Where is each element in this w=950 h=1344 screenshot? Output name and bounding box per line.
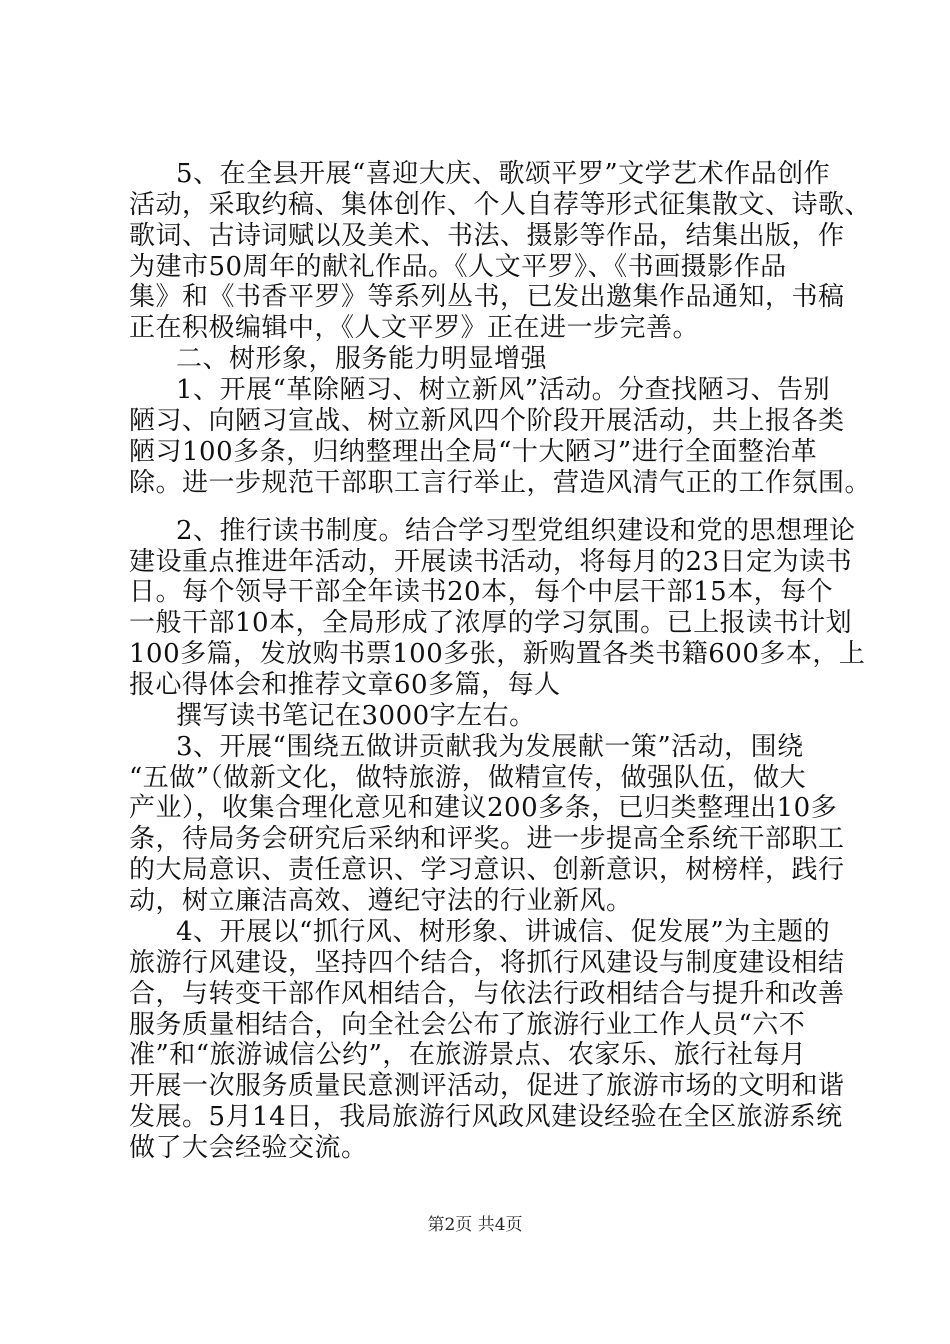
paragraph-line: 日。每个领导干部全年读书20本，每个中层干部15本，每个 [129,577,834,607]
paragraph-line: 5、在全县开展“喜迎大庆、歌颂平罗”文学艺术作品创作 [176,159,831,189]
paragraph-line: 报心得体会和推荐文章60多篇，每人 [129,670,561,700]
paragraph-line: 2、推行读书制度。结合学习型党组织建设和党的思想理论 [176,516,856,546]
paragraph-line: 为建市50周年的献礼作品。《人文平罗》、《书画摄影作品 [129,252,787,282]
paragraph-line: 服务质量相结合，向全社会公布了旅游行业工作人员“六不 [129,1010,806,1040]
paragraph-line: 开展一次服务质量民意测评活动，促进了旅游市场的文明和谐 [129,1071,845,1101]
paragraph-line: 发展。5月14日，我局旅游行风政风建设经验在全区旅游系统 [129,1102,843,1132]
paragraph-line: 做了大会经验交流。 [129,1133,368,1163]
section-heading: 二、树形象，服务能力明显增强 [176,344,548,374]
paragraph-line: 陋习、向陋习宣战、树立新风四个阶段开展活动，共上报各类 [129,406,845,436]
paragraph-line: 4、开展以“抓行风、树形象、讲诚信、促发展”为主题的 [176,917,831,947]
paragraph-line: 陋习100多条，归纳整理出全局“十大陋习”进行全面整治革 [129,437,818,467]
paragraph-line: 100多篇，发放购书票100多张，新购置各类书籍600多本，上 [129,639,866,669]
paragraph-line: 集》和《书香平罗》等系列丛书，已发出邀集作品通知，书稿 [129,282,845,312]
paragraph-line: “五做”（做新文化，做特旅游，做精宣传，做强队伍，做大 [129,763,807,793]
paragraph-line: 一般干部10本，全局形成了浓厚的学习氛围。已上报读书计划 [129,608,853,638]
paragraph-line: 建设重点推进年活动，开展读书活动，将每月的23日定为读书 [129,547,853,577]
paragraph-line: 合，与转变干部作风相结合，与依法行政相结合与提升和改善 [129,979,845,1009]
paragraph-line: 准”和“旅游诚信公约”，在旅游景点、农家乐、旅行社每月 [129,1040,807,1070]
page-footer: 第2页 共4页 [427,1215,523,1235]
paragraph-line: 3、开展“围绕五做讲贡献我为发展献一策”活动，围绕 [176,732,804,762]
paragraph-line: 旅游行风建设，坚持四个结合，将抓行风建设与制度建设相结 [129,948,845,978]
paragraph-line: 除。进一步规范干部职工言行举止，营造风清气正的工作氛围。 [129,468,872,498]
paragraph-line: 1、开展“革除陋习、树立新风”活动。分查找陋习、告别 [176,375,831,405]
paragraph-line: 动，树立廉洁高效、遵纪守法的行业新风。 [129,886,633,916]
paragraph-line: 的大局意识、责任意识、学习意识、创新意识，树榜样，践行 [129,855,845,885]
paragraph-line: 正在积极编辑中，《人文平罗》正在进一步完善。 [129,313,700,343]
paragraph-line: 产业），收集合理化意见和建议200多条，已归类整理出10多 [129,793,838,823]
paragraph-line: 歌词、古诗词赋以及美术、书法、摄影等作品，结集出版，作 [129,221,845,251]
paragraph-line: 条，待局务会研究后采纳和评奖。进一步提高全系统干部职工 [129,824,845,854]
paragraph-line: 撰写读书笔记在3000字左右。 [176,701,536,731]
paragraph-line: 活动，采取约稿、集体创作、个人自荐等形式征集散文、诗歌、 [129,190,872,220]
